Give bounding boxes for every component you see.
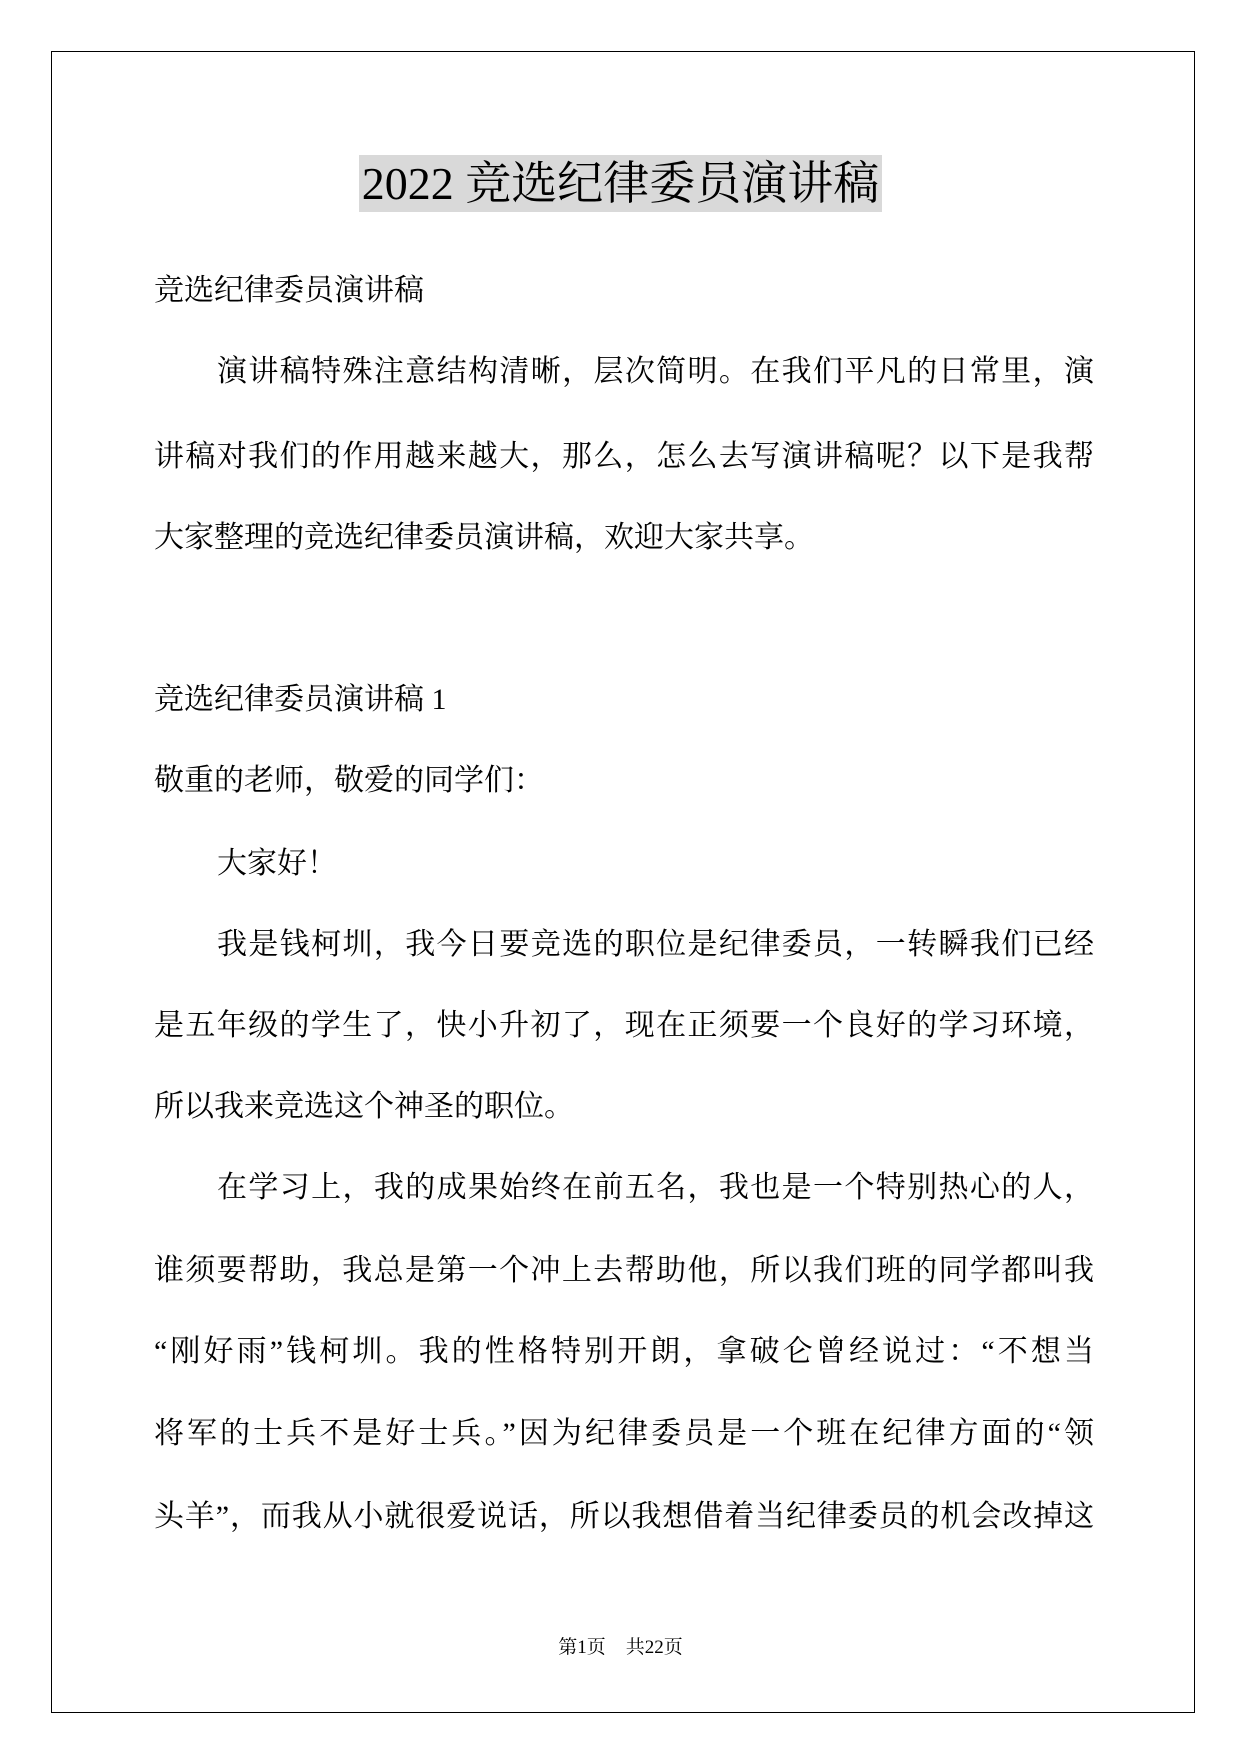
paragraph-line: 是五年级的学生了，快小升初了，现在正须要一个良好的学习环境， [154, 1009, 1094, 1042]
page-number-total: 共22页 [625, 1637, 683, 1658]
paragraph-line: 将军的士兵不是好士兵。”因为纪律委员是一个班在纪律方面的“领 [154, 1417, 1094, 1450]
document-subtitle: 竞选纪律委员演讲稿 [154, 274, 424, 307]
title-container [0, 155, 1241, 212]
greeting: 大家好！ [217, 847, 337, 880]
paragraph-line: 在学习上，我的成果始终在前五名，我也是一个特别热心的人， [217, 1171, 1094, 1204]
intro-line: 讲稿对我们的作用越来越大，那么，怎么去写演讲稿呢？以下是我帮 [154, 440, 1094, 473]
intro-line: 演讲稿特殊注意结构清晰，层次简明。在我们平凡的日常里，演 [217, 355, 1094, 388]
paragraph-line: 我是钱柯圳，我今日要竞选的职位是纪律委员，一转瞬我们已经 [217, 928, 1094, 961]
section-heading: 竞选纪律委员演讲稿 1 [154, 683, 447, 716]
paragraph-line: 所以我来竞选这个神圣的职位。 [154, 1090, 574, 1123]
page-footer [0, 1636, 1241, 1660]
intro-line: 大家整理的竞选纪律委员演讲稿，欢迎大家共享。 [154, 521, 814, 554]
salutation: 敬重的老师，敬爱的同学们： [154, 764, 544, 797]
paragraph-line: “刚好雨”钱柯圳。我的性格特别开朗，拿破仑曾经说过：“不想当 [154, 1335, 1094, 1368]
paragraph-line: 头羊”，而我从小就很爱说话，所以我想借着当纪律委员的机会改掉这 [154, 1500, 1094, 1533]
document-title: 2022 竞选纪律委员演讲稿 [359, 155, 883, 212]
page-number-current: 第1页 [558, 1637, 606, 1658]
paragraph-line: 谁须要帮助，我总是第一个冲上去帮助他，所以我们班的同学都叫我 [154, 1254, 1094, 1287]
